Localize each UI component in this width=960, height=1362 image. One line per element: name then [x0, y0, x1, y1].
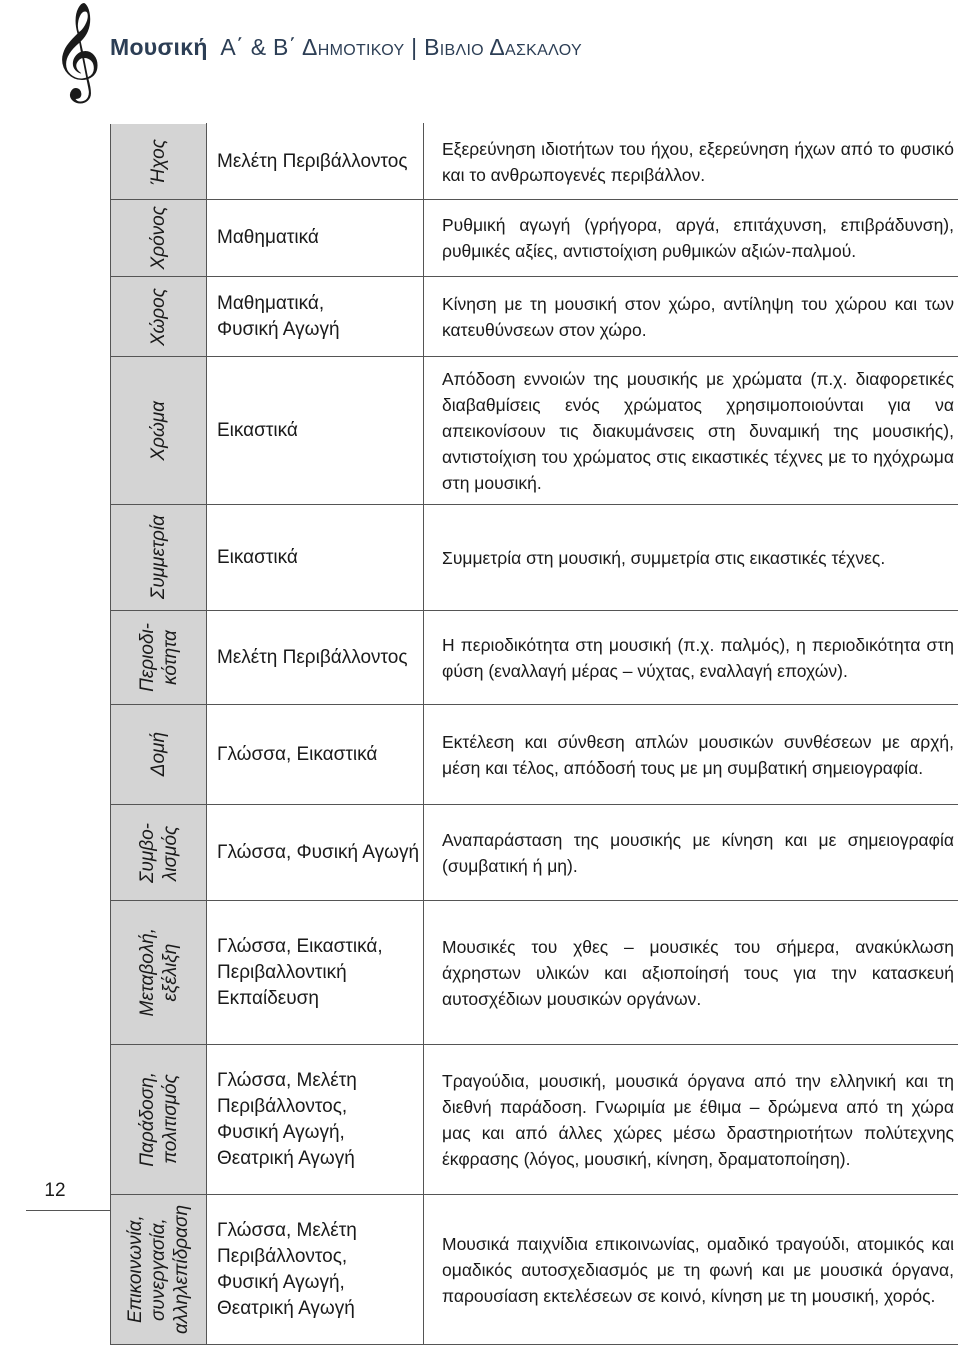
- description-cell: Η περιοδικότητα στη μουσική (π.χ. παλμός), η περιοδικότητα στη φύση (εναλλαγή μέρας – νύχτας, εναλλαγή εποχών).: [442, 634, 954, 681]
- theme-cell: [111, 288, 206, 346]
- description-cell: Μουσικά παιχνίδια επικοινωνίας, ομαδικό τραγούδι, ατομικός και ομαδικός αυτοσχεδιασμός με τη φωνή και με μουσικά όργανα, παρουσίαση εκτελέσεων σε κοινό, κίνηση με τη μουσική, χορός.: [442, 1233, 954, 1306]
- description-cell: Κίνηση με τη μουσική στον χώρο, αντίληψη του χώρου και των κατευθύνσεων στον χώρο.: [442, 293, 954, 340]
- subjects-cell: Εικαστικά: [217, 546, 298, 568]
- subjects-cell: Γλώσσα, Φυσική Αγωγή: [217, 841, 420, 863]
- table-row: [111, 901, 959, 1045]
- subjects-cell: Μαθηματικά: [217, 227, 319, 248]
- description-cell: Μουσικές του χθες – μουσικές του σήμερα, ανακύκλωση άχρηστων υλικών και αξιοποίησή τους για την κατασκευή αυτοσχέδιων μουσικών οργάνων.: [442, 936, 954, 1009]
- description-cell: Απόδοση εννοιών της μουσικής με χρώματα (π.χ. διαφορετικές διαβαθμίσεις ενός χρώματος χρησιμοποιούνται για να απεικονίσουν τις διακυμάνσεις στη δυναμική της μουσικής), αντιστοίχιση του χρώματος στις εικαστικές τέχνες με το ηχόχρωμα στη μουσική.: [442, 368, 954, 493]
- theme-label: Παράδοση, πολιτισμός: [136, 1072, 181, 1167]
- theme-cell: [111, 139, 206, 185]
- table-row: [111, 705, 959, 805]
- page-number: 12: [44, 1180, 66, 1201]
- subjects-cell: Γλώσσα, Εικαστικά, Περιβαλλοντική Εκπαίδευση: [217, 935, 383, 1009]
- table-row: [111, 124, 959, 200]
- subjects-cell: Γλώσσα, Εικαστικά: [217, 743, 378, 765]
- theme-label: Μεταβολή, εξέλιξη: [136, 928, 181, 1017]
- subjects-cell: Μελέτη Περιβάλλοντος: [217, 150, 408, 172]
- table-row: [111, 277, 959, 357]
- treble-clef-icon: 𝄞: [52, 1, 102, 99]
- description-cell: Εξερεύνηση ιδιοτήτων του ήχου, εξερεύνηση ήχων από το φυσικό και το ανθρωπογενές περιβάλλον.: [442, 138, 954, 185]
- theme-cell: [111, 623, 206, 692]
- table-row: [111, 200, 959, 277]
- theme-label: Συμμετρία: [148, 515, 169, 600]
- description-cell: Αναπαράσταση της μουσικής με κίνηση και με σημειογραφία (συμβατική ή μη).: [442, 829, 954, 876]
- theme-label: Ήχος: [148, 138, 169, 185]
- concepts-table: [110, 123, 958, 1345]
- theme-cell: [111, 206, 206, 269]
- page-title: [110, 30, 582, 64]
- theme-label: Χρώμα: [148, 400, 169, 461]
- theme-label: Χώρος: [148, 287, 169, 346]
- page-number-rule: [26, 1210, 110, 1211]
- subjects-cell: Γλώσσα, Μελέτη Περιβάλλοντος, Φυσική Αγωγή, Θεατρική Αγωγή: [217, 1069, 357, 1169]
- title-sub: Α΄ & Β΄ Δημοτικου | Βιβλιο Δασκαλου: [220, 34, 582, 60]
- theme-label: Δομή: [148, 732, 169, 777]
- subjects-cell: Μελέτη Περιβάλλοντος: [217, 646, 408, 668]
- theme-cell: [111, 401, 206, 461]
- description-cell: Ρυθμική αγωγή (γρήγορα, αργά, επιτάχυνση, επιβράδυνση), ρυθμικές αξίες, αντιστοίχιση ρυθμικών αξιών-παλμού.: [442, 215, 954, 261]
- theme-cell: [111, 823, 206, 883]
- table-row: [111, 805, 959, 901]
- description-cell: Τραγούδια, μουσική, μουσικά όργανα από την ελληνική και τη διεθνή παράδοση. Γνωριμία με έθιμα – δρώμενα από τη χώρα μας και από άλλες χώρες μέσω δραστηριοτήτων πολύτεχνης έκφρασης (λόγος, μουσική, κίνηση, δραματοποίηση).: [442, 1070, 954, 1169]
- theme-label: Συμβο- λισμός: [136, 822, 181, 883]
- theme-cell: [111, 928, 206, 1016]
- theme-label: Περιοδι- κότητα: [136, 623, 181, 692]
- theme-label: Χρόνος: [148, 206, 169, 270]
- subjects-cell: Εικαστικά: [217, 419, 298, 441]
- subjects-cell: Μαθηματικά, Φυσική Αγωγή: [217, 292, 340, 340]
- theme-cell: [111, 732, 206, 776]
- subjects-cell: Γλώσσα, Μελέτη Περιβάλλοντος, Φυσική Αγωγή, Θεατρική Αγωγή: [217, 1219, 357, 1319]
- table-row: [111, 611, 959, 705]
- title-main: Μουσική: [110, 34, 208, 60]
- description-cell: Συμμετρία στη μουσική, συμμετρία στις εικαστικές τέχνες.: [442, 547, 886, 568]
- description-cell: Εκτέλεση και σύνθεση απλών μουσικών συνθέσεων με αρχή, μέση και τέλος, απόδοσή τους με μη συμβατική σημειογραφία.: [442, 731, 954, 778]
- theme-label: Επικοινωνία, συνεργασία, αλληλεπίδραση: [125, 1204, 192, 1335]
- theme-cell: [111, 515, 206, 599]
- table-row: [111, 505, 959, 611]
- theme-cell: [111, 1072, 206, 1167]
- table-row: [111, 1195, 959, 1345]
- table-row: [111, 357, 959, 505]
- page-header: [0, 0, 960, 100]
- table-row: [111, 1045, 959, 1195]
- theme-cell: [111, 1205, 206, 1334]
